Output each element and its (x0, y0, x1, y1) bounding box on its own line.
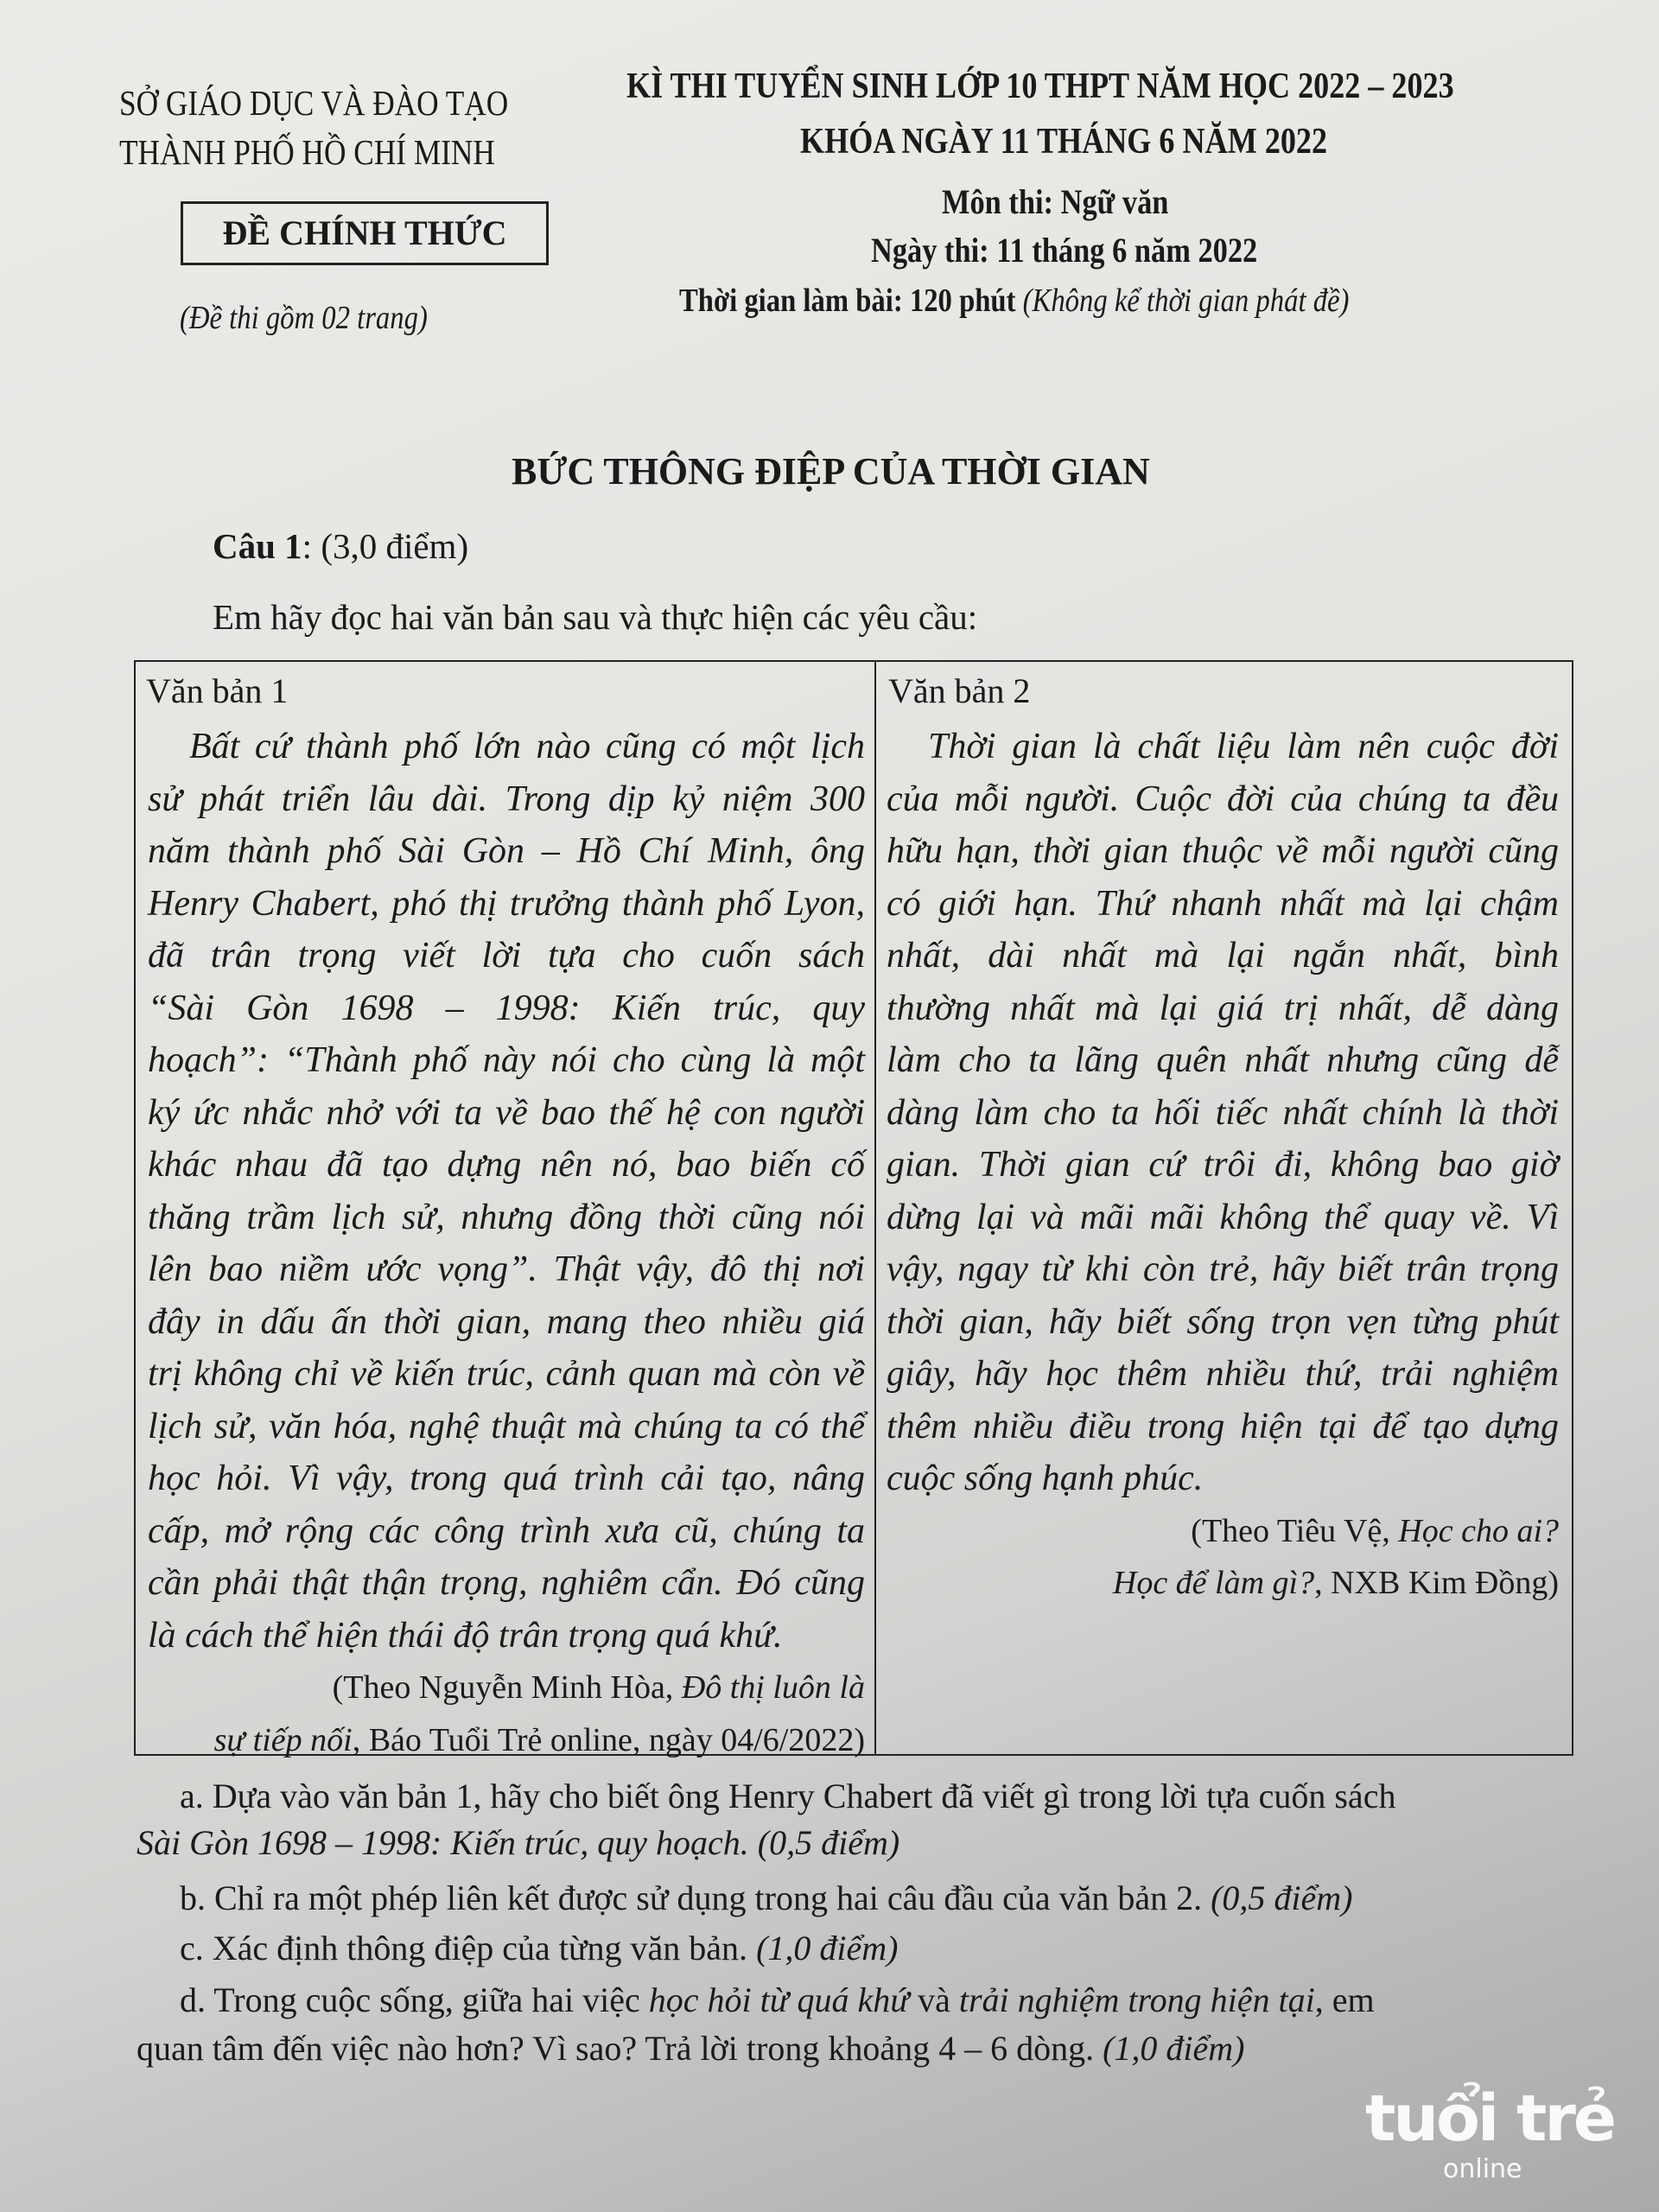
official-exam-badge: ĐỀ CHÍNH THỨC (181, 201, 549, 265)
question-a-line-2: Sài Gòn 1698 – 1998: Kiến trúc, quy hoạch. (0,5 điểm) (137, 1823, 900, 1862)
text-line: lên bao niềm ước vọng”. Thật vậy, đô thị nơi (148, 1249, 865, 1289)
text-line: “Sài Gòn 1698 – 1998: Kiến trúc, quy (148, 988, 865, 1028)
question-d-line-1: d. Trong cuộc sống, giữa hai việc học hỏi từ quá khứ và trải nghiệm trong hiện tại, em (180, 1980, 1375, 2019)
text-line: đã trân trọng viết lời tựa cho cuốn sách (148, 936, 865, 976)
exam-date: Ngày thi: 11 tháng 6 năm 2022 (871, 231, 1258, 270)
logo-brand: tuổi trẻ (1365, 2082, 1615, 2156)
text-line: lịch sử, văn hóa, nghệ thuật mà chúng ta có thể (148, 1406, 865, 1446)
text-2-body (887, 721, 1559, 1610)
question-a-line-1: a. Dựa vào văn bản 1, hãy cho biết ông Henry Chabert đã viết gì trong lời tựa cuốn sách (180, 1777, 1396, 1815)
text-line: hữu hạn, thời gian thuộc về mỗi người cũng (887, 831, 1559, 871)
question-1-instruction: Em hãy đọc hai văn bản sau và thực hiện các yêu cầu: (213, 597, 978, 637)
text-line: thời gian, hãy biết sống trọn vẹn từng phút (887, 1301, 1559, 1342)
text-line: là cách thể hiện thái độ trân trọng quá khứ. (148, 1615, 783, 1656)
text-1-cell (136, 662, 876, 1758)
text-line: Bất cứ thành phố lớn nào cũng có một lịch (189, 727, 865, 766)
source-line-2: Học để làm gì?, NXB Kim Đồng) (1112, 1565, 1559, 1601)
text-line: ký ức nhắc nhở với ta về bao thế hệ con người (148, 1092, 865, 1133)
text-line: dàng làm cho ta hối tiếc nhất chính là thời (887, 1092, 1559, 1133)
text-line: học hỏi. Vì vậy, trong quá trình cải tạo, nâng (148, 1459, 865, 1498)
question-1-header: Câu 1: (3,0 điểm) (213, 526, 469, 566)
question-d-line-2: quan tâm đến việc nào hơn? Vì sao? Trả lời trong khoảng 4 – 6 dòng. (1,0 điểm) (137, 2029, 1245, 2068)
exam-duration: Thời gian làm bài: 120 phút (Không kể thời gian phát đề) (679, 283, 1350, 319)
source-line-1: (Theo Tiêu Vệ, Học cho ai? (1191, 1512, 1559, 1549)
text-2-label: Văn bản 2 (888, 671, 1031, 710)
text-line: Henry Chabert, phó thị trưởng thành phố Lyon, (148, 883, 865, 924)
exam-subject: Môn thi: Ngữ văn (942, 182, 1169, 221)
text-line: nhất, dài nhất mà lại ngắn nhất, bình (887, 936, 1559, 976)
department-line-1: SỞ GIÁO DỤC VÀ ĐÀO TẠO (119, 83, 509, 123)
texts-table (134, 660, 1573, 1756)
pages-note: (Đề thi gồm 02 trang) (180, 300, 428, 336)
text-line: thăng trầm lịch sử, nhưng đồng thời cũng nói (148, 1197, 865, 1237)
tuoi-tre-logo (1365, 2082, 1614, 2184)
text-line: cuộc sống hạnh phúc. (887, 1459, 1204, 1498)
text-line: đây in dấu ấn thời gian, mang theo nhiều giá (148, 1301, 865, 1342)
text-line: hoạch”: “Thành phố này nói cho cùng là một (148, 1040, 865, 1080)
text-line: khác nhau đã tạo dựng nên nó, bao biến cố (148, 1145, 865, 1185)
text-1-body (148, 721, 865, 1766)
text-line: thường nhất mà lại giá trị nhất, dễ dàng (887, 988, 1559, 1028)
source-line-2: sự tiếp nối, Báo Tuổi Trẻ online, ngày 04/6/2022) (213, 1721, 865, 1758)
text-1-label: Văn bản 1 (146, 671, 289, 710)
text-2-cell (876, 662, 1572, 1754)
text-line: Thời gian là chất liệu làm nên cuộc đời (928, 727, 1559, 766)
text-line: dừng lại và mãi mãi không thể quay về. Vì (887, 1197, 1559, 1237)
exam-title: KÌ THI TUYỂN SINH LỚP 10 THPT NĂM HỌC 2022 – 2023 (626, 67, 1454, 106)
question-b: b. Chỉ ra một phép liên kết được sử dụng trong hai câu đầu của văn bản 2. (0,5 điểm) (180, 1878, 1353, 1917)
text-line: thêm nhiều điều trong hiện tại để tạo dựng (887, 1406, 1559, 1446)
text-line: của mỗi người. Cuộc đời của chúng ta đều (887, 779, 1559, 819)
source-line-1: (Theo Nguyễn Minh Hòa, Đô thị luôn là (332, 1669, 865, 1706)
text-line: làm cho ta lãng quên nhất nhưng cũng dễ (887, 1040, 1559, 1080)
logo-sub: online (1443, 2154, 1522, 2184)
text-line: sử phát triển lâu dài. Trong dịp kỷ niệm 300 (148, 779, 865, 819)
text-line: trị không chỉ về kiến trúc, cảnh quan mà còn về (148, 1354, 865, 1394)
text-line: năm thành phố Sài Gòn – Hồ Chí Minh, ông (148, 831, 865, 871)
text-line: cần phải thật thận trọng, nghiêm cẩn. Đó cũng (148, 1563, 865, 1603)
text-line: gian. Thời gian cứ trôi đi, không bao giờ (887, 1145, 1559, 1185)
text-line: có giới hạn. Thứ nhanh nhất mà lại chậm (887, 883, 1559, 924)
text-line: cấp, mở rộng các công trình xưa cũ, chúng ta (148, 1510, 865, 1551)
text-line: vậy, ngay từ khi còn trẻ, hãy biết trân trọng (887, 1249, 1559, 1289)
exam-session: KHÓA NGÀY 11 THÁNG 6 NĂM 2022 (800, 122, 1328, 162)
department-line-2: THÀNH PHỐ HỒ CHÍ MINH (119, 132, 495, 172)
question-c: c. Xác định thông điệp của từng văn bản. (1,0 điểm) (180, 1929, 899, 1967)
text-line: giây, hãy học thêm nhiều thứ, trải nghiệm (887, 1354, 1559, 1394)
document-title: BỨC THÔNG ĐIỆP CỦA THỜI GIAN (512, 450, 1150, 493)
